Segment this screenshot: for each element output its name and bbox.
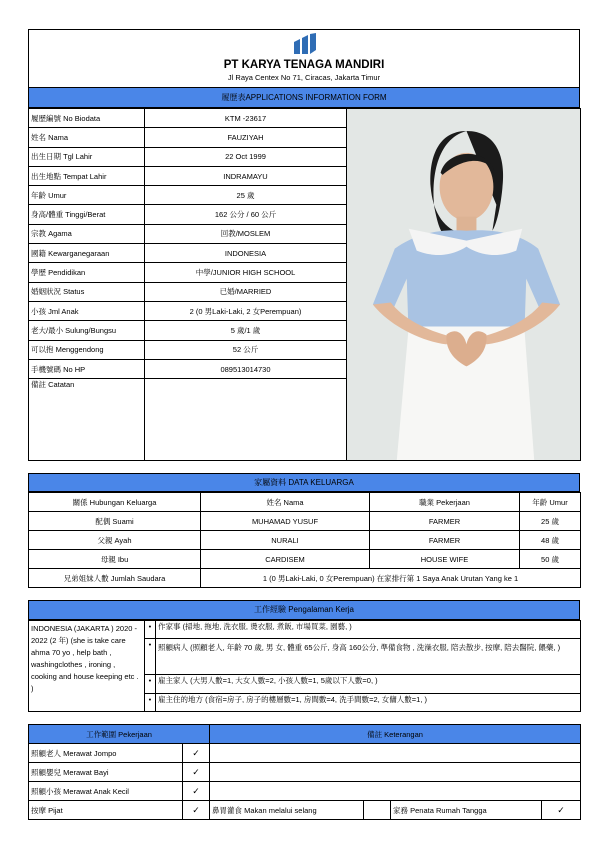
check-icon: ✓ [183,744,210,763]
family-job: FARMER [370,531,520,550]
biodata-value: 5 歲/1 歲 [145,321,347,340]
biodata-label: 老大/最小 Sulung/Bungsu [29,321,145,340]
biodata-row [29,109,581,128]
biodata-value: KTM -23617 [145,109,347,128]
check-icon: ✓ [542,801,581,820]
experience-detail-residence: 雇主住的地方 (食宿=房子, 房子的樓層數=1, 房間數=4, 洗手間數=2, 女傭人數=1, ) [156,694,581,712]
company-logo-icon [292,33,318,55]
experience-bullet: • [145,675,156,694]
applicant-photo [347,109,581,461]
experience-summary: INDONESIA (JAKARTA ) 2020 - 2022 (2 年) (she is take care ahma 70 yo , help bath , washingclothes , ironing , cooking and house keeping etc . ) [29,621,145,712]
work-scope-table [28,724,581,820]
family-name: NURALI [201,531,370,550]
work-item-label: 照顧老人 Merawat Jompo [29,744,183,763]
applicant-photo-image [347,109,580,460]
experience-bullet: • [145,639,156,675]
family-relation: 父親 Ayah [29,531,201,550]
biodata-label: 年齡 Umur [29,186,145,205]
siblings-label: 兄弟姐妹人數 Jumlah Saudara [29,569,201,588]
experience-bullet: • [145,621,156,639]
biodata-value: 中學/JUNIOR HIGH SCHOOL [145,263,347,282]
family-col-age: 年齡 Umur [520,493,581,512]
check-icon: ✓ [183,763,210,782]
family-row [29,550,581,569]
family-name: CARDISEM [201,550,370,569]
biodata-value: 回教/MOSLEM [145,224,347,243]
notes-cell [210,744,581,763]
biodata-label: 履歷編號 No Biodata [29,109,145,128]
check-empty [364,801,391,820]
biodata-label: 出生地點 Tempat Lahir [29,166,145,185]
biodata-value: 089513014730 [145,359,347,378]
biodata-label: 學歷 Pendidikan [29,263,145,282]
family-name: MUHAMAD YUSUF [201,512,370,531]
work-item-label: 按摩 Pijat [29,801,183,820]
application-form [28,29,580,820]
check-icon: ✓ [183,801,210,820]
family-row [29,531,581,550]
work-item-label: 照顧嬰兒 Merawat Bayi [29,763,183,782]
biodata-value: 52 公斤 [145,340,347,359]
biodata-value: 25 歲 [145,186,347,205]
work-item-label: 照顧小孩 Merawat Anak Kecil [29,782,183,801]
biodata-label: 手機號碼 No HP [29,359,145,378]
family-relation: 母親 Ibu [29,550,201,569]
biodata-label: 小孩 Jml Anak [29,301,145,320]
biodata-table [28,108,581,461]
check-icon: ✓ [183,782,210,801]
notes-cell [210,763,581,782]
biodata-value: 已婚/MARRIED [145,282,347,301]
experience-section-title: 工作經驗 Pengalaman Kerja [28,600,580,620]
family-job: HOUSE WIFE [370,550,520,569]
biodata-label: 可以抱 Menggendong [29,340,145,359]
work-scope-header: 工作範圍 Pekerjaan [29,725,210,744]
family-col-name: 姓名 Nama [201,493,370,512]
notes-cell [210,782,581,801]
application-form-title: 履歷表APPLICATIONS INFORMATION FORM [28,87,580,108]
family-row [29,512,581,531]
form-header [28,29,580,87]
notes-header: 備註 Keterangan [210,725,581,744]
biodata-value: 2 (0 男Laki-Laki, 2 女Perempuan) [145,301,347,320]
biodata-value: 22 Oct 1999 [145,147,347,166]
family-header-row [29,493,581,512]
biodata-label: 身高/體重 Tinggi/Berat [29,205,145,224]
family-age: 48 歲 [520,531,581,550]
family-job: FARMER [370,512,520,531]
biodata-label: 國籍 Kewarganegaraan [29,244,145,263]
biodata-label: 姓名 Nama [29,128,145,147]
siblings-value: 1 (0 男Laki-Laki, 0 女Perempuan) 在家排行第 1 Saya Anak Urutan Yang ke 1 [201,569,581,588]
family-section-title: 家屬資料 DATA KELUARGA [28,473,580,492]
biodata-label: 宗教 Agama [29,224,145,243]
siblings-row [29,569,581,588]
family-col-job: 職業 Pekerjaan [370,493,520,512]
biodata-value: INDRAMAYU [145,166,347,185]
biodata-value: INDONESIA [145,244,347,263]
family-table [28,492,581,588]
company-name: PT KARYA TENAGA MANDIRI [223,59,385,71]
biodata-label: 備註 Catatan [29,379,145,461]
experience-table [28,620,581,712]
experience-detail-family: 雇主家人 (大男人數=1, 大女人數=2, 小孩人數=1, 5歲以下人數=0, ) [156,675,581,694]
family-relation: 配偶 Suami [29,512,201,531]
biodata-value: FAUZIYAH [145,128,347,147]
family-age: 25 歲 [520,512,581,531]
experience-bullet: • [145,694,156,712]
company-address: Jl Raya Centex No 71, Ciracas, Jakarta Timur [227,73,381,82]
family-age: 50 歲 [520,550,581,569]
biodata-value [145,379,347,461]
biodata-value: 162 公分 / 60 公斤 [145,205,347,224]
work-item-label: 鼻胃灌食 Makan melalui selang [210,801,364,820]
experience-detail-housework: 作家事 (掃地, 拖地, 洗衣服, 燙衣服, 煮飯, 市場買菜, 園藝, ) [156,621,581,639]
biodata-label: 出生日期 Tgl Lahir [29,147,145,166]
family-col-relation: 關係 Hubungan Keluarga [29,493,201,512]
experience-detail-care: 照顧病人 (照顧老人, 年齡 70 歲, 男 女, 體重 65公斤, 身高 160公分, 準備食物 , 洗澡衣服, 陪去散步, 按摩, 陪去醫院, 餵藥, ) [156,639,581,675]
work-item-label: 家務 Penata Rumah Tangga [391,801,542,820]
biodata-label: 婚姻狀況 Status [29,282,145,301]
